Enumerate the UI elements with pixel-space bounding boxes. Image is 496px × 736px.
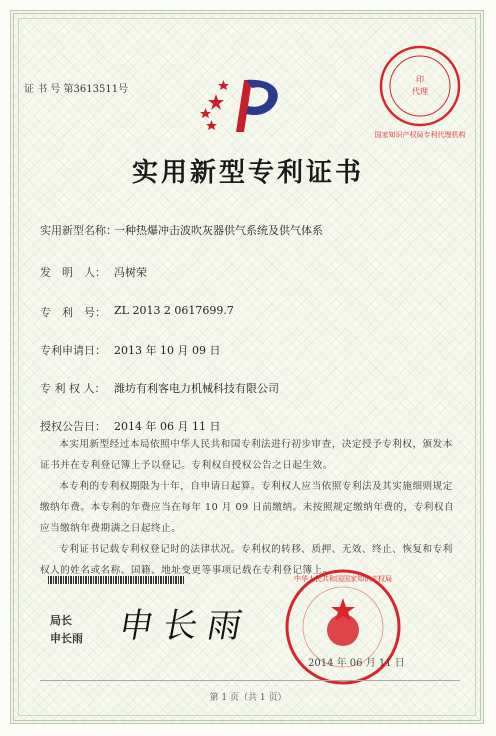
- director-name: 申长雨: [50, 632, 83, 645]
- barcode: [48, 576, 184, 584]
- footer-divider: [40, 680, 460, 681]
- field-value-name: 一种热爆冲击波吹灰器供气系统及供气体系: [114, 224, 323, 237]
- field-label-name: 实用新型名称：: [40, 224, 117, 237]
- certificate-body: [40, 434, 460, 581]
- field-value-patent-no: ZL 2013 2 0617699.7: [114, 304, 234, 317]
- field-value-filing-date: 2013 年 10 月 09 日: [114, 344, 221, 357]
- field-value-inventor: 冯树荣: [114, 266, 147, 279]
- svg-text:印: 印: [416, 75, 424, 84]
- national-seal-text: 中华人民共和国国家知识产权局: [294, 575, 392, 583]
- body-paragraph: 专利证书记载专利权登记时的法律状况。专利权的转移、质押、无效、终止、恢复和专利权人的姓名或名称、国籍、地址变更等事项记载在专利登记簿上。: [40, 544, 453, 576]
- field-value-grant-date: 2014 年 06 月 11 日: [114, 420, 221, 433]
- director-signature: 申长雨: [115, 606, 255, 646]
- field-label-patentee: 专 利 权 人：: [40, 382, 106, 395]
- certificate-number: 证 书 号 第3613511号: [24, 84, 129, 95]
- field-label-patent-no: 专 利 号：: [40, 306, 106, 319]
- field-value-patentee: 潍坊有利客电力机械科技有限公司: [114, 382, 279, 395]
- body-paragraph: 本专利的专利权期限为十年，自申请日起算。专利权人应当依照专利法及其实施细则规定缴纳年费。本专利的年费应当在每年 10 月 09 日前缴纳。未按照规定缴纳年费的，专利权自应当缴纳年费期满之日起终止。: [40, 481, 455, 534]
- agency-stamp-text: 国家知识产权局专利代理机构: [374, 131, 466, 139]
- page-footer: 第 1 页（共 1 页）: [209, 693, 287, 703]
- field-label-inventor: 发 明 人：: [40, 266, 106, 279]
- field-label-grant-date: 授权公告日：: [40, 420, 106, 433]
- cnipa-logo-icon: [196, 70, 292, 140]
- seal-date: 2014 年 06 月 11 日: [308, 658, 405, 669]
- certificate-title: 实用新型专利证书: [131, 158, 364, 188]
- body-paragraph: 本实用新型经过本局依照中华人民共和国专利法进行初步审查，决定授予专利权，颁发本证书并在专利登记簿上予以登记。专利权自授权公告之日起生效。: [40, 439, 453, 471]
- director-title: 局长: [50, 614, 72, 627]
- agency-stamp-icon: [378, 44, 462, 128]
- field-label-filing-date: 专利申请日：: [40, 344, 106, 357]
- svg-text:代理: 代理: [412, 87, 428, 96]
